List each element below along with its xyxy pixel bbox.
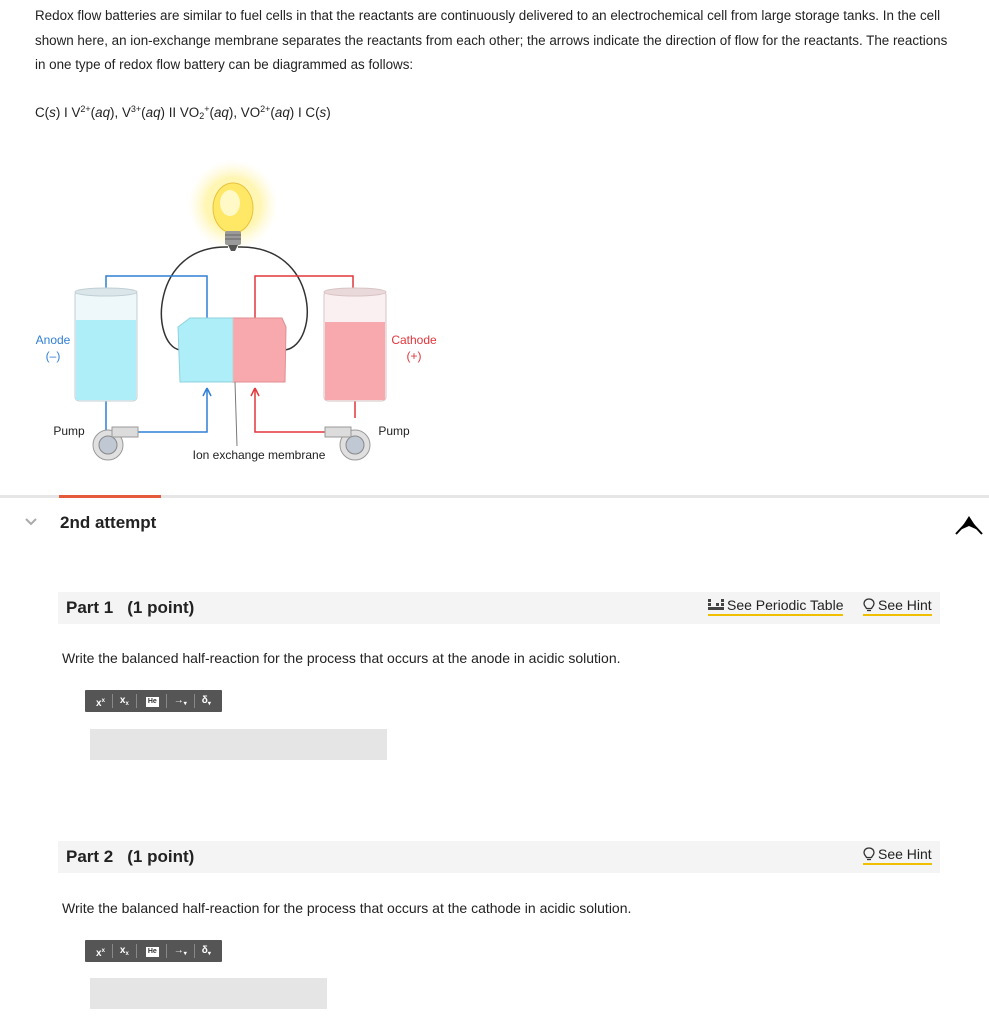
cell-notation: C(s) I $V^{2+}(aq)$, $V^{3+}(aq)$ II $VO_2^+(aq)$, $VO^{2+}(aq)$ I C(s) (35, 104, 331, 121)
anode-tank (75, 288, 137, 401)
superscript-button[interactable]: $x^x$ (89, 694, 113, 708)
membrane-label: Ion exchange membrane (192, 448, 326, 462)
see-periodic-table-link[interactable]: See Periodic Table (708, 597, 843, 616)
attempt-tab-indicator (59, 495, 161, 498)
element-symbol-button[interactable]: He (137, 694, 167, 708)
part-2-question: Write the balanced half-reaction for the process that occurs at the cathode in acidic solution. (62, 900, 632, 916)
lightbulb-icon (863, 598, 875, 612)
chem-editor-toolbar (85, 940, 222, 962)
lightbulb-icon (863, 847, 875, 861)
reaction-arrow-button[interactable]: $\to_▾$ (167, 944, 195, 958)
element-symbol-button[interactable]: He (137, 944, 167, 958)
anode-sign: (–) (45, 349, 61, 363)
attempt-label: 2nd attempt (60, 513, 157, 532)
chevron-down-icon[interactable] (24, 516, 38, 528)
part-1-header (58, 592, 940, 624)
part-2-header (58, 841, 940, 873)
superscript-button[interactable]: $x^x$ (89, 944, 113, 958)
pump-left-label: Pump (53, 424, 85, 438)
periodic-table-icon (708, 599, 724, 611)
subscript-button[interactable]: $x_x$ (113, 944, 137, 958)
delta-button[interactable]: $\delta_▾$ (201, 695, 211, 707)
part-2-answer-input[interactable] (90, 978, 327, 1009)
see-hint-link[interactable]: See Hint (863, 597, 932, 616)
collapse-arrow-icon[interactable] (954, 514, 984, 536)
delta-button[interactable]: $\delta_▾$ (201, 945, 211, 957)
light-bulb-icon (188, 160, 278, 251)
reaction-arrow-button[interactable]: $\to_▾$ (167, 694, 195, 708)
see-hint-link[interactable]: See Hint (863, 846, 932, 865)
flow-battery-diagram (0, 150, 480, 470)
part-1-answer-input[interactable] (90, 729, 387, 760)
pump-right-label: Pump (378, 424, 410, 438)
pump-left-icon (93, 427, 138, 460)
subscript-button[interactable]: $x_x$ (113, 694, 137, 708)
part-2-title: Part 2 (1 point) (66, 847, 195, 866)
electrochemical-cell (178, 318, 286, 446)
anode-label: Anode (35, 333, 71, 347)
cathode-tank (324, 288, 386, 401)
problem-intro: Redox flow batteries are similar to fuel cells in that the reactants are continuously delivered to an electrochemical cell from large storage tanks. In the cell shown here, an ion-exchange membrane separates the reactants from each other; the arrows indicate the direction of flow for the reactants. The reactions in one type of redox flow battery can be diagrammed as follows: (35, 8, 948, 72)
chem-editor-toolbar (85, 690, 222, 712)
cathode-label: Cathode (391, 333, 437, 347)
part-1-question: Write the balanced half-reaction for the process that occurs at the anode in acidic solution. (62, 650, 621, 666)
part-1-title: Part 1 (1 point) (66, 598, 195, 617)
pump-right-icon (325, 427, 370, 460)
cathode-sign: (+) (406, 349, 422, 363)
